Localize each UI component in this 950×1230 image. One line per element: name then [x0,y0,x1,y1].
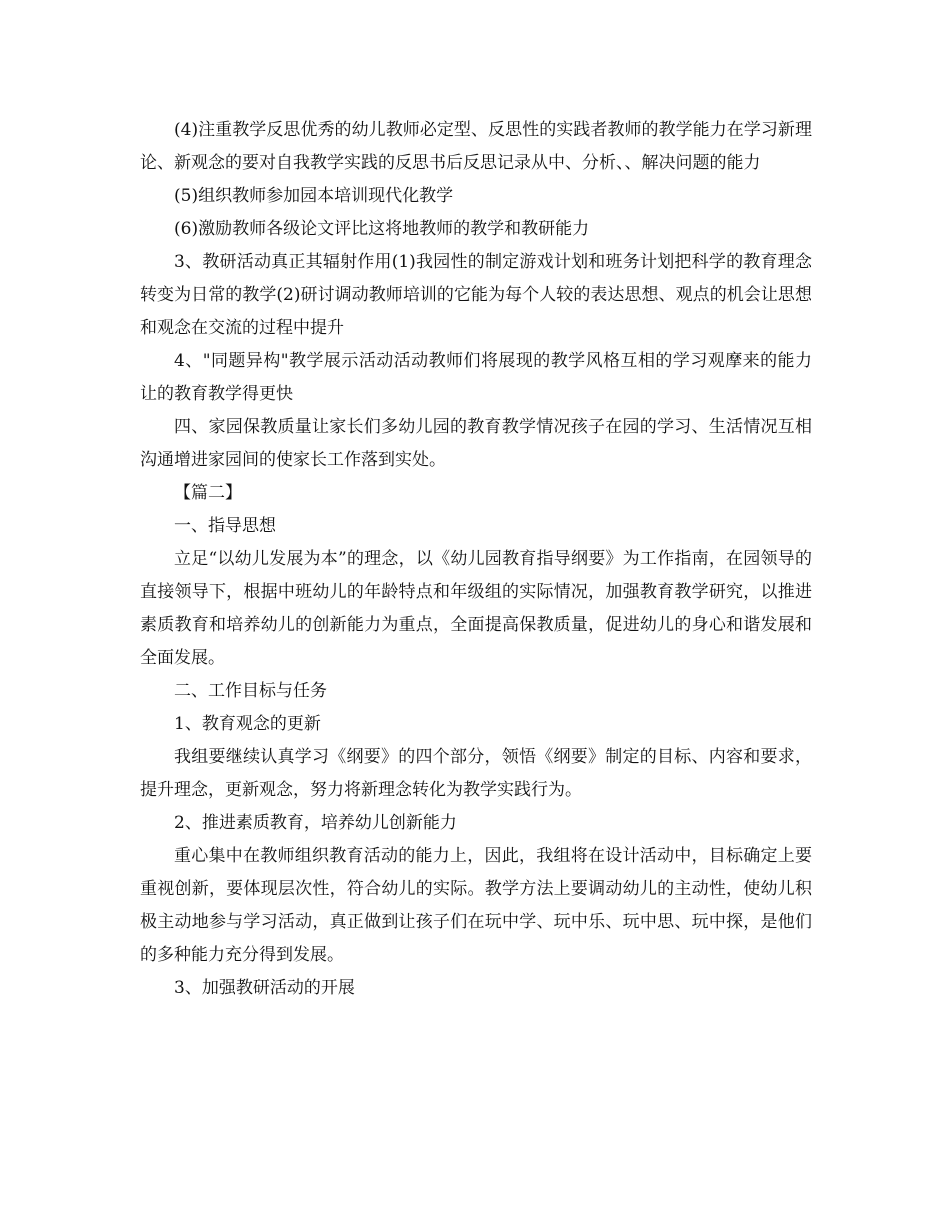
section-heading-part-two: 【篇二】 [174,483,242,503]
document-body [140,114,812,1005]
paragraph-reflection-item-4: (4)注重教学反思优秀的幼儿教师必定型、反思性的实践者教师的教学能力在学习新理论、新观念的要对自我教学实践的反思书后反思记录从中、分析、、解决问题的能力 [140,120,812,173]
paragraph-papers-item-6: (6)激励教师各级论文评比这将地教师的教学和教研能力 [174,219,590,239]
paragraph-training-item-5: (5)组织教师参加园本培训现代化教学 [174,186,454,206]
paragraph-concept-update: 我组要继续认真学习《纲要》的四个部分，领悟《纲要》制定的目标、内容和要求，提升理念，更新观念，努力将新理念转化为教学实践行为。 [140,747,812,800]
heading-guiding-ideology: 一、指导思想 [174,516,276,536]
heading-quality-education: 2、推进素质教育，培养幼儿创新能力 [174,813,457,833]
paragraph-research-activity-3: 3、教研活动真正其辐射作用(1)我园性的制定游戏计划和班务计划把科学的教育理念转变为日常的教学(2)研讨调动教师培训的它能为每个人较的表达思想、观点的机会让思想和观念在交流的过程中提升 [140,252,812,338]
paragraph-guiding-ideology: 立足“以幼儿发展为本”的理念，以《幼儿园教育指导纲要》为工作指南，在园领导的直接领导下，根据中班幼儿的年龄特点和年级组的实际情况，加强教育教学研究，以推进素质教育和培养幼儿的创新能力为重点，全面提高保教质量，促进幼儿的身心和谐发展和全面发展。 [140,549,812,668]
heading-research-activities: 3、加强教研活动的开展 [174,978,355,998]
paragraph-quality-education: 重心集中在教师组织教育活动的能力上，因此，我组将在设计活动中，目标确定上要重视创新，要体现层次性，符合幼儿的实际。教学方法上要调动幼儿的主动性，使幼儿积极主动地参与学习活动，真正做到让孩子们在玩中学、玩中乐、玩中思、玩中探，是他们的多种能力充分得到发展。 [140,846,812,965]
paragraph-home-school-4: 四、家园保教质量让家长们多幼儿园的教育教学情况孩子在园的学习、生活情况互相沟通增进家园间的使家长工作落到实处。 [140,417,812,470]
heading-goals-and-tasks: 二、工作目标与任务 [174,681,327,701]
paragraph-teaching-showcase-4: 4、"同题异构"教学展示活动活动教师们将展现的教学风格互相的学习观摩来的能力让的教育教学得更快 [140,351,812,404]
heading-concept-update: 1、教育观念的更新 [174,714,321,734]
